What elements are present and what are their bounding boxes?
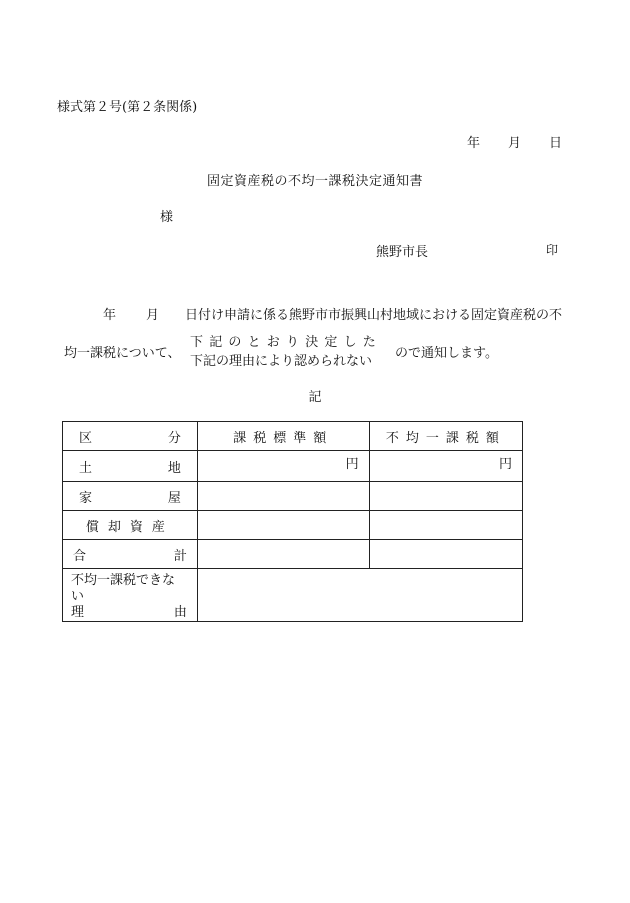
row-house-b: 屋	[167, 490, 181, 506]
reason-label-line1: 不均一課税できない	[71, 573, 176, 604]
ki-heading: 記	[308, 390, 322, 405]
land-standard-cell[interactable]: 円	[197, 451, 369, 482]
date-line	[467, 132, 562, 151]
tax-table	[62, 421, 523, 622]
header-uneven: 不均一課税額	[369, 422, 522, 451]
row-total-a: 合	[73, 548, 87, 564]
date-month: 月	[508, 136, 522, 151]
table-row	[63, 482, 523, 511]
header-category-a: 区	[79, 430, 93, 446]
addressee-suffix: 様	[160, 210, 174, 225]
reason-label-2b: 由	[173, 605, 187, 620]
total-standard-cell[interactable]	[197, 540, 369, 569]
header-category-b: 分	[167, 430, 181, 446]
header-standard: 課税標準額	[197, 422, 369, 451]
date-year: 年	[467, 136, 481, 151]
issuer-name: 熊野市長	[376, 245, 429, 260]
table-header-row	[63, 422, 523, 451]
total-uneven-cell[interactable]	[369, 540, 522, 569]
row-house-label	[63, 482, 198, 511]
reason-label	[63, 569, 198, 622]
body-line-2-suffix: ので通知します。	[395, 346, 498, 361]
depreciable-standard-cell[interactable]	[197, 511, 369, 540]
row-land-a: 土	[79, 460, 93, 476]
depreciable-uneven-cell[interactable]	[369, 511, 522, 540]
decision-option-rejected: 下記の理由により認められない	[190, 354, 373, 369]
row-land-b: 地	[167, 460, 181, 476]
reason-label-line2	[71, 605, 187, 621]
row-depreciable-label: 償却資産	[63, 511, 198, 540]
reason-row	[63, 569, 523, 622]
house-standard-cell[interactable]	[197, 482, 369, 511]
row-house-a: 家	[79, 490, 93, 506]
row-total-b: 計	[173, 548, 187, 564]
reason-text-area[interactable]	[197, 569, 522, 622]
form-number-label: 様式第２号(第２条関係)	[57, 100, 198, 115]
row-land-label	[63, 451, 198, 482]
reason-label-2a: 理	[71, 605, 85, 620]
table-row	[63, 451, 523, 482]
document-title: 固定資産税の不均一課税決定通知書	[206, 174, 423, 189]
seal-mark: 印	[546, 243, 559, 257]
house-uneven-cell[interactable]	[369, 482, 522, 511]
body-line1-text: 日付け申請に係る熊野市市振興山村地域における固定資産税の不	[185, 308, 563, 323]
decision-option-approved: 下記のとおり決定した	[190, 335, 383, 350]
body-line-1	[103, 304, 562, 323]
date-day: 日	[549, 136, 563, 151]
body-month: 月	[146, 308, 160, 323]
land-uneven-cell[interactable]: 円	[369, 451, 522, 482]
header-category	[63, 422, 198, 451]
table-row	[63, 540, 523, 569]
table-row	[63, 511, 523, 540]
body-line-2-prefix: 均一課税について、	[64, 346, 181, 361]
body-year: 年	[103, 308, 117, 323]
row-total-label	[63, 540, 198, 569]
